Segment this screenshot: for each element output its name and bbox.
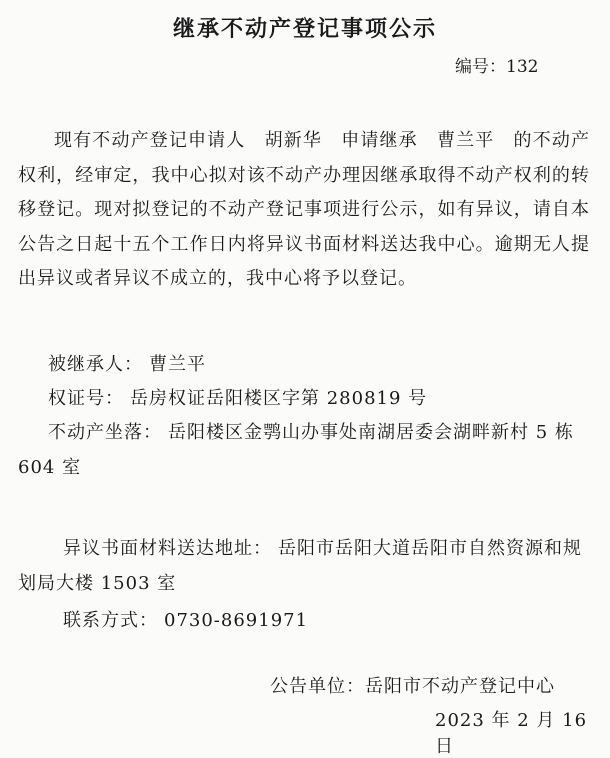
certificate-value: 岳房权证岳阳楼区字第 280819 号 [130, 388, 428, 409]
issuer-label: 公告单位： [270, 676, 365, 697]
location-value: 岳阳楼区金鹗山办事处南湖居委会湖畔新村 5 栋 604 室 [18, 422, 574, 478]
issuer-value: 岳阳市不动产登记中心 [365, 676, 555, 697]
issuer [270, 672, 555, 698]
document-number-value: 132 [506, 57, 539, 77]
decedent-value: 曹兰平 [149, 354, 206, 375]
document-number [455, 52, 538, 77]
location-label: 不动产坐落： [48, 422, 162, 443]
location-field [18, 416, 593, 485]
objection-address-field [18, 532, 593, 601]
notice-date: 2023 年 2 月 16 日 [435, 710, 588, 757]
certificate-label: 权证号： [48, 388, 124, 409]
document-number-label: 编号： [455, 57, 506, 77]
contact-field [18, 604, 610, 639]
document-title: 继承不动产登记事项公示 [172, 17, 437, 42]
objection-address-label: 异议书面材料送达地址： [63, 538, 272, 559]
decedent-label: 被继承人： [48, 354, 143, 375]
contact-value: 0730-8691971 [164, 610, 309, 631]
decedent-field [18, 348, 610, 383]
certificate-field [18, 382, 610, 417]
objection-address-value: 岳阳市岳阳大道岳阳市自然资源和规划局大楼 1503 室 [18, 538, 582, 594]
notice-body: 现有不动产登记申请人 胡新华 申请继承 曹兰平 的不动产权利，经审定，我中心拟对该不动产办理因继承取得不动产权利的转移登记。现对拟登记的不动产登记事项进行公示，如有异议，请自本公告之日起十五个工作日内将异议书面材料送达我中心。逾期无人提出异议或者异议不成立的，我中心将予以登记。 [18, 130, 590, 289]
contact-label: 联系方式： [63, 610, 158, 631]
